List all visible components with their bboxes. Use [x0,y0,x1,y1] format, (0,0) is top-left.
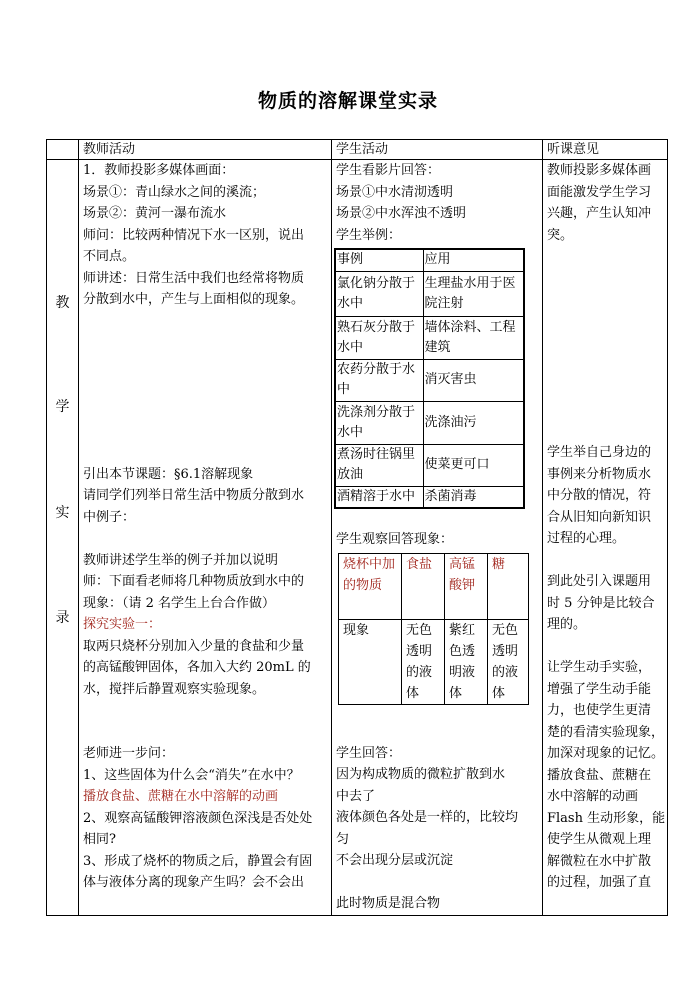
comment-line: 使学生从微观上理 [547,832,652,847]
comment-line: 教师投影多媒体画 [547,163,652,178]
examples-header-case: 事例 [335,249,423,271]
example-case: 洗涤剂分散于水中 [335,401,423,444]
side-label [47,160,79,916]
comment-line: 时 5 分钟是比较合 [547,595,655,611]
teacher-line: 现象：（请 2 名学生上台合作做） [83,595,276,611]
examples-row [335,401,524,444]
comment-line: 理的。 [547,617,587,632]
spacer [547,246,663,442]
observation-header [339,553,529,619]
header-student: 学生活动 [332,140,543,160]
spacer [83,311,327,464]
header-teacher: 教师活动 [79,140,332,160]
comment-line: 加深对现象的记忆。 [547,746,665,761]
teacher-line: 分散到水中，产生与上面相似的现象。 [83,292,305,307]
student-line: 匀 [336,831,350,847]
examples-row [335,486,524,508]
teacher-line: 水，搅拌后静置观察实验现象。 [83,681,266,697]
teacher-line: 请同学们列举日常生活中物质分散到水 [83,488,305,503]
examples-table [334,248,525,509]
teacher-line: 引出本节课题：§6.1溶解现象 [83,466,254,482]
side-char-2: 学 [55,399,70,415]
experiment-heading: 探究实验一： [83,617,162,632]
lesson-record-table [46,139,668,916]
student-line: 学生回答： [336,745,402,761]
header-row [47,140,668,160]
obs-sugar: 无色透明的液体 [488,619,529,704]
teacher-line: 2、观察高锰酸钾溶液颜色深浅是否处处 [83,810,313,826]
examples-row [335,444,524,486]
teacher-activity [79,160,332,916]
comment-line: 突。 [547,227,574,243]
obs-header-salt: 食盐 [402,553,445,619]
comment-line: 播放食盐、蔗糖在 [547,767,652,783]
examples-header-use: 应用 [423,249,524,271]
observer-comments [543,160,668,916]
example-case: 酒精溶于水中 [335,486,423,508]
spacer [83,700,327,722]
comment-line: 解微粒在水中扩散 [547,853,652,869]
student-line: 学生观察回答现象： [336,532,454,547]
teacher-line: 的高锰酸钾固体，各加入大约 20mL 的 [83,660,311,675]
teacher-line: 师问：比较两种情况下水一区别，说出 [83,227,305,243]
teacher-line: 师讲述：日常生活中我们也经常将物质 [83,270,305,286]
example-case: 煮汤时往锅里放油 [335,444,423,486]
spacer [547,550,663,572]
example-case: 熟石灰分散于水中 [335,316,423,359]
example-use: 使菜更可口 [423,444,524,486]
obs-permanganate: 紫红色透明液体 [445,619,488,704]
animation-note: 播放食盐、蔗糖在水中溶解的动画 [83,789,279,804]
comment-line: 兴趣，产生认知冲 [547,206,652,221]
student-line: 液体颜色各处是一样的，比较均 [336,810,519,825]
comment-line: 过程的心理。 [547,531,626,546]
comment-line: 面能激发学生学习 [547,184,652,200]
observation-row [339,619,529,704]
side-char-3: 实 [55,505,70,521]
comment-line: 楚的看清实验现象， [547,724,665,740]
obs-header-substance: 烧杯中加的物质 [339,553,402,619]
student-line: 因为构成物质的微粒扩散到水 [336,767,506,782]
teacher-line: 3、形成了烧杯的物质之后，静置会有固 [83,853,313,869]
example-use: 生理盐水用于医院注射 [423,271,524,316]
examples-row [335,271,524,316]
examples-row [335,359,524,401]
student-line: 此时物质是混合物 [336,896,441,911]
examples-header [335,249,524,271]
side-char-4: 录 [55,610,70,626]
student-line: 学生举例： [336,227,402,243]
example-case: 农药分散于水中 [335,359,423,401]
comment-line: 合从旧知向新知识 [547,509,652,525]
teacher-line: 相同? [83,832,116,847]
comment-line: 增强了学生动手能 [547,681,652,697]
teacher-line: 教师讲述学生举的例子并加以说明 [83,552,279,568]
comment-line: 事例来分析物质水 [547,466,652,482]
obs-salt: 无色透明的液体 [402,619,445,704]
example-use: 杀菌消毒 [423,486,524,508]
observation-table [338,553,529,705]
content-row [47,160,668,916]
examples-row [335,316,524,359]
example-use: 墙体涂料、工程建筑 [423,316,524,359]
spacer [83,722,327,744]
student-line: 场景①中水清沏透明 [336,184,454,200]
example-case: 氯化钠分散于水中 [335,271,423,316]
teacher-line: 中例子： [83,509,136,525]
spacer [336,872,538,894]
teacher-line: 场景①：青山绿水之间的溪流； [83,184,266,200]
side-char-1: 教 [55,295,70,311]
teacher-line: 1．教师投影多媒体画面： [83,163,235,178]
comment-line: 到此处引入课题用 [547,574,652,589]
student-line: 场景②中水浑浊不透明 [336,206,467,221]
teacher-line: 师：下面看老师将几种物质放到水中的 [83,574,305,589]
spacer [336,705,538,743]
example-use: 洗涤油污 [423,401,524,444]
student-line: 学生看影片回答： [336,163,441,178]
student-line: 中去了 [336,788,376,804]
example-use: 消灭害虫 [423,359,524,401]
header-comments: 听课意见 [543,140,668,160]
student-line: 不会出现分层或沉淀 [336,853,454,868]
header-blank [47,140,79,160]
student-activity [332,160,543,916]
teacher-line: 取两只烧杯分别加入少量的食盐和少量 [83,638,305,654]
comment-line: 力，也使学生更清 [547,703,652,718]
page-title: 物质的溶解课堂实录 [257,90,438,112]
comment-line: 水中溶解的动画 [547,789,639,804]
comment-line: 让学生动手实验， [547,660,652,675]
teacher-line: 不同点。 [83,249,136,264]
comment-line: 的过程，加强了直 [547,875,652,890]
comment-line: 学生举自己身边的 [547,445,652,460]
spacer [336,509,538,529]
spacer [547,636,663,658]
obs-label: 现象 [339,619,402,704]
teacher-line: 场景②：黄河一瀑布流水 [83,206,227,221]
comment-line: Flash 生动形象，能 [547,810,666,826]
obs-header-sugar: 糖 [488,553,529,619]
obs-header-permanganate: 高锰酸钾 [445,553,488,619]
spacer [83,528,327,550]
teacher-line: 1、这些固体为什么会“消失”在水中？ [83,767,300,783]
comment-line: 中分散的情况，符 [547,488,652,503]
teacher-line: 老师进一步问： [83,746,175,761]
teacher-line: 体与液体分离的现象产生吗？会不会出 [83,875,305,890]
